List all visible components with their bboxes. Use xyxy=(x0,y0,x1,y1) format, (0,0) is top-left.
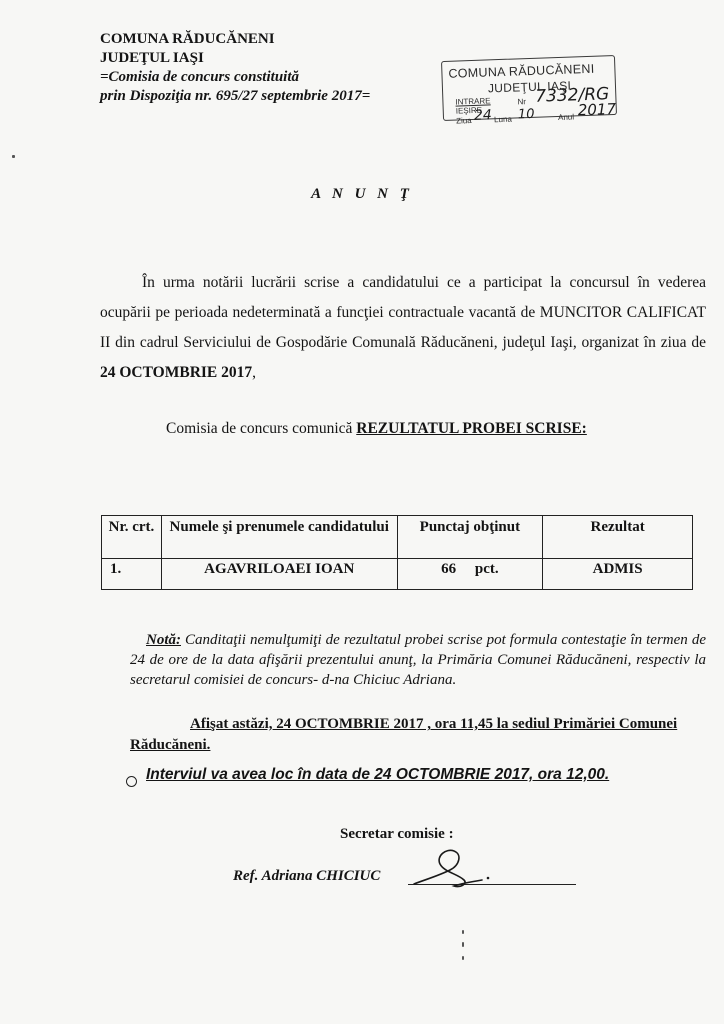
results-table xyxy=(101,515,693,590)
stamp-nr-label: Nr xyxy=(517,97,527,107)
paragraph-text: În urma notării lucrării scrise a candidatului ce a participat la concursul în vederea ocupării pe perioada nedeterminată a funcţiei contractuale vacantă de MUNCITOR CALIFICAT II din cadrul Serviciului de Gospodărie Comunală Răducăneni, judeţul Iaşi, organizat în ziua de xyxy=(100,274,706,351)
announcement-paragraph xyxy=(100,268,706,388)
paragraph-end: , xyxy=(252,364,257,381)
scan-speck xyxy=(12,155,15,158)
interview-notice: Interviul va avea loc în data de 24 OCTOMBRIE 2017, ora 12,00. xyxy=(146,766,610,783)
stamp-county: JUDEŢUL IAŞI xyxy=(487,78,572,96)
posted-text: Afişat astăzi, 24 OCTOMBRIE 2017 , ora 11,45 la sediul Primăriei Comunei Răducăneni. xyxy=(130,716,678,753)
posted-statement xyxy=(130,714,708,756)
cell-candidate-name: AGAVRILOAEI IOAN xyxy=(161,559,397,590)
commission-emphasis: REZULTATUL PROBEI SCRISE: xyxy=(356,420,587,437)
stamp-anul-value: 2017 xyxy=(577,99,617,120)
header-county: JUDEŢUL IAŞI xyxy=(100,50,204,66)
contestation-note xyxy=(130,630,706,690)
stamp-ziua-label: Ziua xyxy=(455,116,472,126)
table-row xyxy=(102,559,693,590)
issuer-header xyxy=(100,30,370,106)
stamp-luna-value: 10 xyxy=(517,106,535,123)
commission-text: Comisia de concurs comunică xyxy=(166,420,357,437)
stamp-commune: COMUNA RĂDUCĂNENI xyxy=(448,61,595,81)
cell-nr: 1. xyxy=(102,559,162,590)
stamp-ziua-value: 24 xyxy=(473,107,493,124)
document-title: A N U N Ţ xyxy=(311,186,413,202)
cell-result: ADMIS xyxy=(543,559,693,590)
scan-speck xyxy=(462,930,464,934)
commission-statement xyxy=(166,420,587,438)
header-commune: COMUNA RĂDUCĂNENI xyxy=(100,31,275,47)
table-header-row xyxy=(102,516,693,559)
stamp-iesire: IEŞIRE xyxy=(455,105,483,116)
scan-speck xyxy=(462,942,464,947)
secretary-name: Ref. Adriana CHICIUC xyxy=(233,868,381,884)
bullet-circle-icon xyxy=(126,776,137,787)
header-candidate-name: Numele şi prenumele candidatului xyxy=(161,516,397,559)
registration-stamp xyxy=(441,55,617,126)
header-nr-crt: Nr. crt. xyxy=(102,516,162,559)
note-label: Notă: xyxy=(146,632,181,648)
scan-speck xyxy=(462,956,464,960)
note-text: Canditaţii nemulţumiţi de rezultatul probei scrise pot formula contestaţie în termen de 24 de ore de la data afişării prezentului anunţ, la Primăria Comunei Răducăneni, respectiv la secretarul comisiei de concurs- d-na Chiciuc Adriana. xyxy=(130,632,706,688)
secretary-title: Secretar comisie : xyxy=(340,826,454,842)
header-commission: =Comisia de concurs constituită xyxy=(100,69,299,85)
cell-score: 66 pct. xyxy=(397,559,543,590)
stamp-intrare: INTRARE xyxy=(455,96,491,107)
paragraph-date: 24 OCTOMBRIE 2017 xyxy=(100,364,253,381)
stamp-anul-label: Anul xyxy=(557,112,575,123)
stamp-luna-label: Luna xyxy=(493,114,513,125)
header-disposition: prin Dispoziţia nr. 695/27 septembrie 2017= xyxy=(100,88,371,104)
header-score: Punctaj obţinut xyxy=(397,516,543,559)
header-result: Rezultat xyxy=(543,516,693,559)
handwritten-signature xyxy=(410,846,500,890)
stamp-nr-value: 7332/RG xyxy=(534,84,610,107)
